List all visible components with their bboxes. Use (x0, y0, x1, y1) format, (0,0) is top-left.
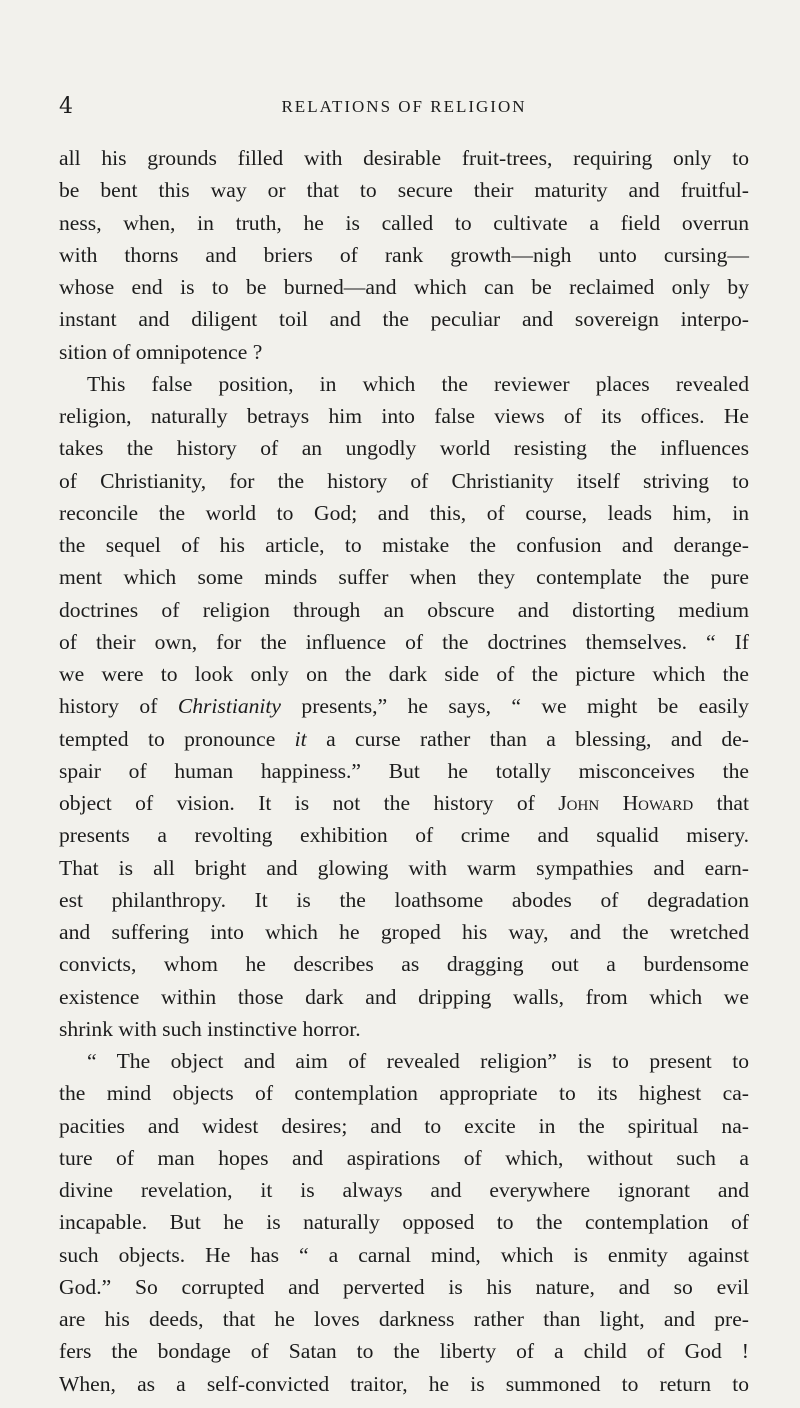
text-line (59, 400, 749, 432)
line-text: existence within those dark and dripping walls, from which we (59, 984, 749, 1009)
text-line (59, 465, 749, 497)
line-text: God.” So corrupted and perverted is his nature, and so evil (59, 1274, 749, 1299)
text-line (59, 1013, 749, 1045)
text-line (59, 1142, 749, 1174)
line-text: the sequel of his article, to mistake the confusion and derange- (59, 533, 749, 557)
text-line (59, 271, 749, 303)
italic-text: it (294, 726, 307, 751)
body-text (59, 142, 749, 1400)
text-line (59, 207, 749, 239)
line-text: incapable. But he is naturally opposed to the contemplation of (59, 1210, 749, 1235)
text-line (59, 497, 749, 529)
line-text: pacities and widest desires; and to excite in the spiritual na- (59, 1113, 749, 1138)
line-text: are his deeds, that he loves darkness rather than light, and pre- (59, 1307, 749, 1331)
text-line (59, 916, 749, 948)
line-text: whose end is to be burned—and which can be reclaimed only by (59, 275, 749, 299)
line-text: ness, when, in truth, he is called to cultivate a field overrun (59, 210, 749, 235)
line-text: “ The object and aim of revealed religion” is to present to (87, 1049, 749, 1073)
running-title: RELATIONS OF RELIGION (281, 97, 527, 116)
line-text: that (693, 791, 749, 815)
text-line (59, 239, 749, 271)
line-text: fers the bondage of Satan to the liberty of a child of God ! (59, 1339, 749, 1364)
text-line (59, 561, 749, 593)
page-header (59, 92, 749, 122)
line-text: all his grounds filled with desirable fruit-trees, requiring only to (59, 146, 749, 170)
text-line (59, 1271, 749, 1303)
text-line (59, 174, 749, 206)
line-text: divine revelation, it is always and everywhere ignorant and (59, 1178, 749, 1202)
line-text: of their own, for the influence of the doctrines themselves. “ If (59, 629, 749, 654)
line-text: When, as a self-convicted traitor, he is summoned to return to (59, 1371, 749, 1396)
text-line (59, 819, 749, 851)
text-line (59, 755, 749, 787)
line-text: ment which some minds suffer when they contemplate the pure (59, 565, 749, 590)
text-line (59, 884, 749, 916)
text-line (59, 368, 749, 400)
line-text: presents,” he says, “ we might be easily (281, 694, 749, 719)
text-line (59, 1174, 749, 1206)
text-line (59, 1045, 749, 1077)
text-line (59, 1206, 749, 1238)
text-line (59, 594, 749, 626)
line-text: with thorns and briers of rank growth—nigh unto cursing— (59, 242, 749, 267)
line-text: instant and diligent toil and the peculiar and sovereign interpo- (59, 307, 749, 332)
line-text: doctrines of religion through an obscure and distorting medium (59, 597, 749, 622)
text-line (59, 948, 749, 980)
name-small-caps: John Howard (558, 791, 694, 815)
text-line (59, 981, 749, 1013)
line-text: of Christianity, for the history of Christianity itself striving to (59, 468, 749, 493)
line-text: object of vision. It is not the history of (59, 791, 559, 815)
line-text: This false position, in which the reviewer places revealed (87, 371, 749, 396)
line-text: presents a revolting exhibition of crime and squalid misery. (59, 823, 749, 848)
line-text: That is all bright and glowing with warm sympathies and earn- (59, 855, 749, 880)
line-text: est philanthropy. It is the loathsome abodes of degradation (59, 887, 749, 912)
line-text: shrink with such instinctive horror. (59, 1016, 361, 1041)
line-text: such objects. He has “ a carnal mind, which is enmity against (59, 1242, 749, 1267)
text-line (59, 303, 749, 335)
line-text: be bent this way or that to secure their maturity and fruitful- (59, 178, 749, 203)
line-text: tempted to pronounce (59, 726, 295, 751)
line-text: the mind objects of contemplation appropriate to its highest ca- (59, 1081, 749, 1106)
page-number: 4 (59, 94, 73, 119)
text-line (59, 432, 749, 464)
text-line (59, 723, 749, 755)
text-line (59, 690, 749, 722)
line-text: spair of human happiness.” But he totally misconceives the (59, 758, 749, 783)
text-line (59, 1077, 749, 1109)
line-text: we were to look only on the dark side of the picture which the (59, 662, 749, 686)
line-text: religion, naturally betrays him into false views of its offices. He (59, 404, 749, 428)
line-text: a curse rather than a blessing, and de- (306, 726, 749, 751)
line-text: sition of omnipotence ? (59, 339, 263, 364)
text-line (59, 142, 749, 174)
line-text: ture of man hopes and aspirations of which, without such a (59, 1145, 749, 1170)
text-line (59, 1303, 749, 1335)
text-line (59, 787, 749, 819)
text-line (59, 1239, 749, 1271)
text-line (59, 529, 749, 561)
line-text: takes the history of an ungodly world resisting the influences (59, 436, 749, 461)
text-line (59, 336, 749, 368)
text-line (59, 1368, 749, 1400)
text-line (59, 1110, 749, 1142)
text-line (59, 1335, 749, 1367)
line-text: and suffering into which he groped his way, and the wretched (59, 920, 749, 944)
text-line (59, 658, 749, 690)
line-text: history of (59, 694, 178, 719)
line-text: reconcile the world to God; and this, of course, leads him, in (59, 500, 749, 525)
text-line (59, 852, 749, 884)
text-line (59, 626, 749, 658)
italic-text: Christianity (177, 694, 281, 719)
line-text: convicts, whom he describes as dragging out a burdensome (59, 952, 749, 977)
